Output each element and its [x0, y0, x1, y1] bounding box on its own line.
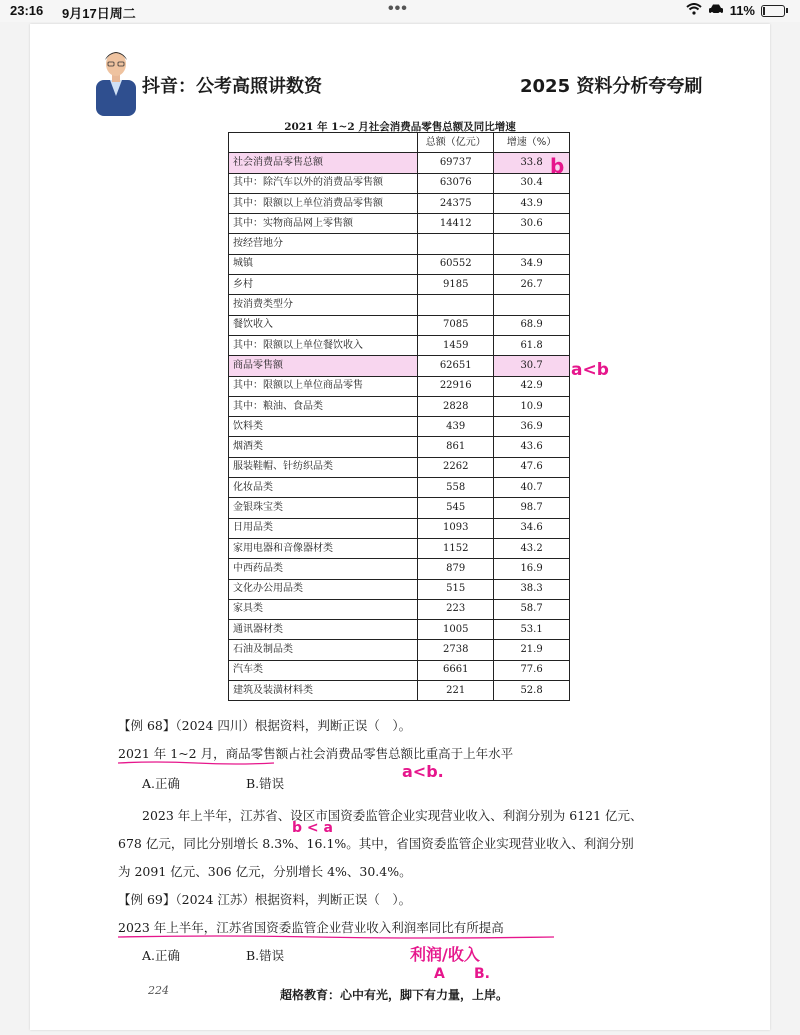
- table-row: [229, 457, 570, 477]
- row-growth: 43.2: [494, 538, 570, 558]
- table-row: [229, 417, 570, 437]
- row-label: 家用电器和音像器材类: [229, 538, 418, 558]
- table-row: [229, 478, 570, 498]
- table-row: [229, 335, 570, 355]
- row-value: 221: [418, 681, 494, 701]
- row-value: 62651: [418, 356, 494, 376]
- ex68-statement: 2021 年 1~2 月，商品零售额占社会消费品零售总额比重高于上年水平: [118, 746, 514, 761]
- row-label: 其中：限额以上单位消费品零售额: [229, 193, 418, 213]
- row-value: 1005: [418, 620, 494, 640]
- row-growth: 53.1: [494, 620, 570, 640]
- material-line-2: 678 亿元，同比分别增长 8.3%、16.1%。其中，省国资委监管企业实现营业收入、利润分别: [118, 836, 634, 851]
- presenter-avatar: [92, 44, 140, 116]
- row-value: 14412: [418, 214, 494, 234]
- row-value: 545: [418, 498, 494, 518]
- ex68-option-b: B.错误: [246, 776, 285, 791]
- stats-table: [228, 132, 570, 701]
- table-row: [229, 538, 570, 558]
- annotation-b: b: [550, 154, 565, 178]
- ex68-option-a: A.正确: [142, 776, 181, 791]
- row-value: 69737: [418, 153, 494, 173]
- row-value: 861: [418, 437, 494, 457]
- row-growth: [494, 234, 570, 254]
- row-growth: 47.6: [494, 457, 570, 477]
- material-line-1: 2023 年上半年，江苏省、设区市国资委监管企业实现营业收入、利润分别为 6121 亿元、: [142, 808, 643, 823]
- row-label: 社会消费品零售总额: [229, 153, 418, 173]
- row-value: 879: [418, 559, 494, 579]
- table-row: [229, 254, 570, 274]
- row-value: 22916: [418, 376, 494, 396]
- table-row: [229, 498, 570, 518]
- ex68-head: 【例 68】（2024 四川）根据资料，判断正误（ ）。: [118, 718, 412, 733]
- annotation-A: A: [434, 966, 445, 982]
- multitask-dots-icon[interactable]: •••: [388, 0, 408, 17]
- annotation-B: B.: [474, 966, 490, 982]
- table-row: [229, 295, 570, 315]
- row-value: 515: [418, 579, 494, 599]
- row-growth: 34.6: [494, 518, 570, 538]
- material-line-3: 为 2091 亿元、306 亿元，分别增长 4%、30.4%。: [118, 864, 412, 879]
- row-growth: 61.8: [494, 335, 570, 355]
- status-right: [686, 3, 788, 18]
- table-row: [229, 173, 570, 193]
- table-row: [229, 193, 570, 213]
- row-label: 其中：除汽车以外的消费品零售额: [229, 173, 418, 193]
- row-growth: 68.9: [494, 315, 570, 335]
- ex69-head: 【例 69】（2024 江苏）根据资料，判断正误（ ）。: [118, 892, 412, 907]
- battery-icon: [761, 5, 785, 17]
- row-growth: [494, 295, 570, 315]
- table-row: [229, 153, 570, 173]
- table-row: [229, 559, 570, 579]
- row-value: 558: [418, 478, 494, 498]
- row-growth: 77.6: [494, 660, 570, 680]
- annotation-a-lt-b: a<b: [571, 360, 609, 380]
- row-label: 商品零售额: [229, 356, 418, 376]
- row-growth: 30.7: [494, 356, 570, 376]
- battery-percent: 11%: [729, 3, 755, 18]
- row-value: [418, 295, 494, 315]
- table-row: [229, 620, 570, 640]
- ex69-statement: 2023 年上半年，江苏省国资委监管企业营业收入利润率同比有所提高: [118, 920, 504, 935]
- annotation-ratio: 利润/收入: [410, 945, 480, 964]
- row-growth: 16.9: [494, 559, 570, 579]
- row-label: 其中：实物商品网上零售额: [229, 214, 418, 234]
- row-label: 其中：限额以上单位商品零售: [229, 376, 418, 396]
- status-date: 9月17日周二: [62, 6, 136, 21]
- page-number: 224: [148, 984, 169, 997]
- row-growth: 38.3: [494, 579, 570, 599]
- row-value: 60552: [418, 254, 494, 274]
- row-label: 石油及制品类: [229, 640, 418, 660]
- row-label: 家具类: [229, 599, 418, 619]
- row-growth: 43.9: [494, 193, 570, 213]
- footer-motto: 超格教育：心中有光，脚下有力量，上岸。: [280, 988, 509, 1002]
- annotation-b-lt-a: b < a: [292, 820, 333, 836]
- table-row: [229, 640, 570, 660]
- table-row: [229, 315, 570, 335]
- wifi-icon: [686, 3, 702, 18]
- table-row: [229, 437, 570, 457]
- table-row: [229, 518, 570, 538]
- header-right: 2025 资料分析夸夸刷: [520, 76, 703, 97]
- row-label: 餐饮收入: [229, 315, 418, 335]
- row-growth: 40.7: [494, 478, 570, 498]
- table-header-cell: [229, 133, 418, 153]
- row-value: 2738: [418, 640, 494, 660]
- row-growth: 98.7: [494, 498, 570, 518]
- row-value: 9185: [418, 275, 494, 295]
- row-label: 乡村: [229, 275, 418, 295]
- row-label: 金银珠宝类: [229, 498, 418, 518]
- table-row: [229, 376, 570, 396]
- table-row: [229, 681, 570, 701]
- row-label: 饮料类: [229, 417, 418, 437]
- car-icon: [708, 3, 724, 18]
- row-growth: 33.8: [494, 153, 570, 173]
- row-value: 6661: [418, 660, 494, 680]
- row-value: 223: [418, 599, 494, 619]
- row-growth: 43.6: [494, 437, 570, 457]
- table-title: 2021 年 1~2 月社会消费品零售总额及同比增速: [284, 121, 516, 133]
- row-value: 24375: [418, 193, 494, 213]
- ex69-option-a: A.正确: [142, 948, 181, 963]
- row-label: 中西药品类: [229, 559, 418, 579]
- ex69-option-b: B.错误: [246, 948, 285, 963]
- row-label: 其中：限额以上单位餐饮收入: [229, 335, 418, 355]
- row-label: 化妆品类: [229, 478, 418, 498]
- row-growth: 21.9: [494, 640, 570, 660]
- row-value: 7085: [418, 315, 494, 335]
- row-growth: 10.9: [494, 396, 570, 416]
- table-row: [229, 579, 570, 599]
- row-label: 城镇: [229, 254, 418, 274]
- status-time: 23:16: [10, 3, 44, 18]
- row-label: 通讯器材类: [229, 620, 418, 640]
- annotation-a-lt-b-2: a<b.: [402, 762, 444, 781]
- row-growth: 30.4: [494, 173, 570, 193]
- table-header-cell: 总额（亿元）: [418, 133, 494, 153]
- row-label: 建筑及装潢材料类: [229, 681, 418, 701]
- row-value: 63076: [418, 173, 494, 193]
- table-header-cell: 增速（%）: [494, 133, 570, 153]
- table-row: [229, 396, 570, 416]
- row-growth: 30.6: [494, 214, 570, 234]
- row-growth: 52.8: [494, 681, 570, 701]
- status-bar: [0, 0, 800, 22]
- row-value: 1152: [418, 538, 494, 558]
- row-growth: 36.9: [494, 417, 570, 437]
- row-value: 439: [418, 417, 494, 437]
- underline-stroke: [116, 760, 276, 766]
- table-row: [229, 660, 570, 680]
- row-label: 汽车类: [229, 660, 418, 680]
- row-value: 1093: [418, 518, 494, 538]
- table-row: [229, 599, 570, 619]
- row-growth: 26.7: [494, 275, 570, 295]
- document-page: [30, 24, 770, 1030]
- header-left: 抖音：公考高照讲数资: [142, 76, 322, 97]
- table-row: [229, 356, 570, 376]
- row-value: 2828: [418, 396, 494, 416]
- row-growth: 42.9: [494, 376, 570, 396]
- row-label: 文化办公用品类: [229, 579, 418, 599]
- row-label: 按消费类型分: [229, 295, 418, 315]
- row-label: 服装鞋帽、针纺织品类: [229, 457, 418, 477]
- row-growth: 58.7: [494, 599, 570, 619]
- row-growth: 34.9: [494, 254, 570, 274]
- underline-stroke-2: [116, 934, 556, 940]
- table-row: [229, 234, 570, 254]
- row-value: [418, 234, 494, 254]
- row-label: 按经营地分: [229, 234, 418, 254]
- row-value: 2262: [418, 457, 494, 477]
- table-row: [229, 214, 570, 234]
- row-label: 其中：粮油、食品类: [229, 396, 418, 416]
- row-value: 1459: [418, 335, 494, 355]
- row-label: 烟酒类: [229, 437, 418, 457]
- table-row: [229, 275, 570, 295]
- row-label: 日用品类: [229, 518, 418, 538]
- table-header-row: [229, 133, 570, 153]
